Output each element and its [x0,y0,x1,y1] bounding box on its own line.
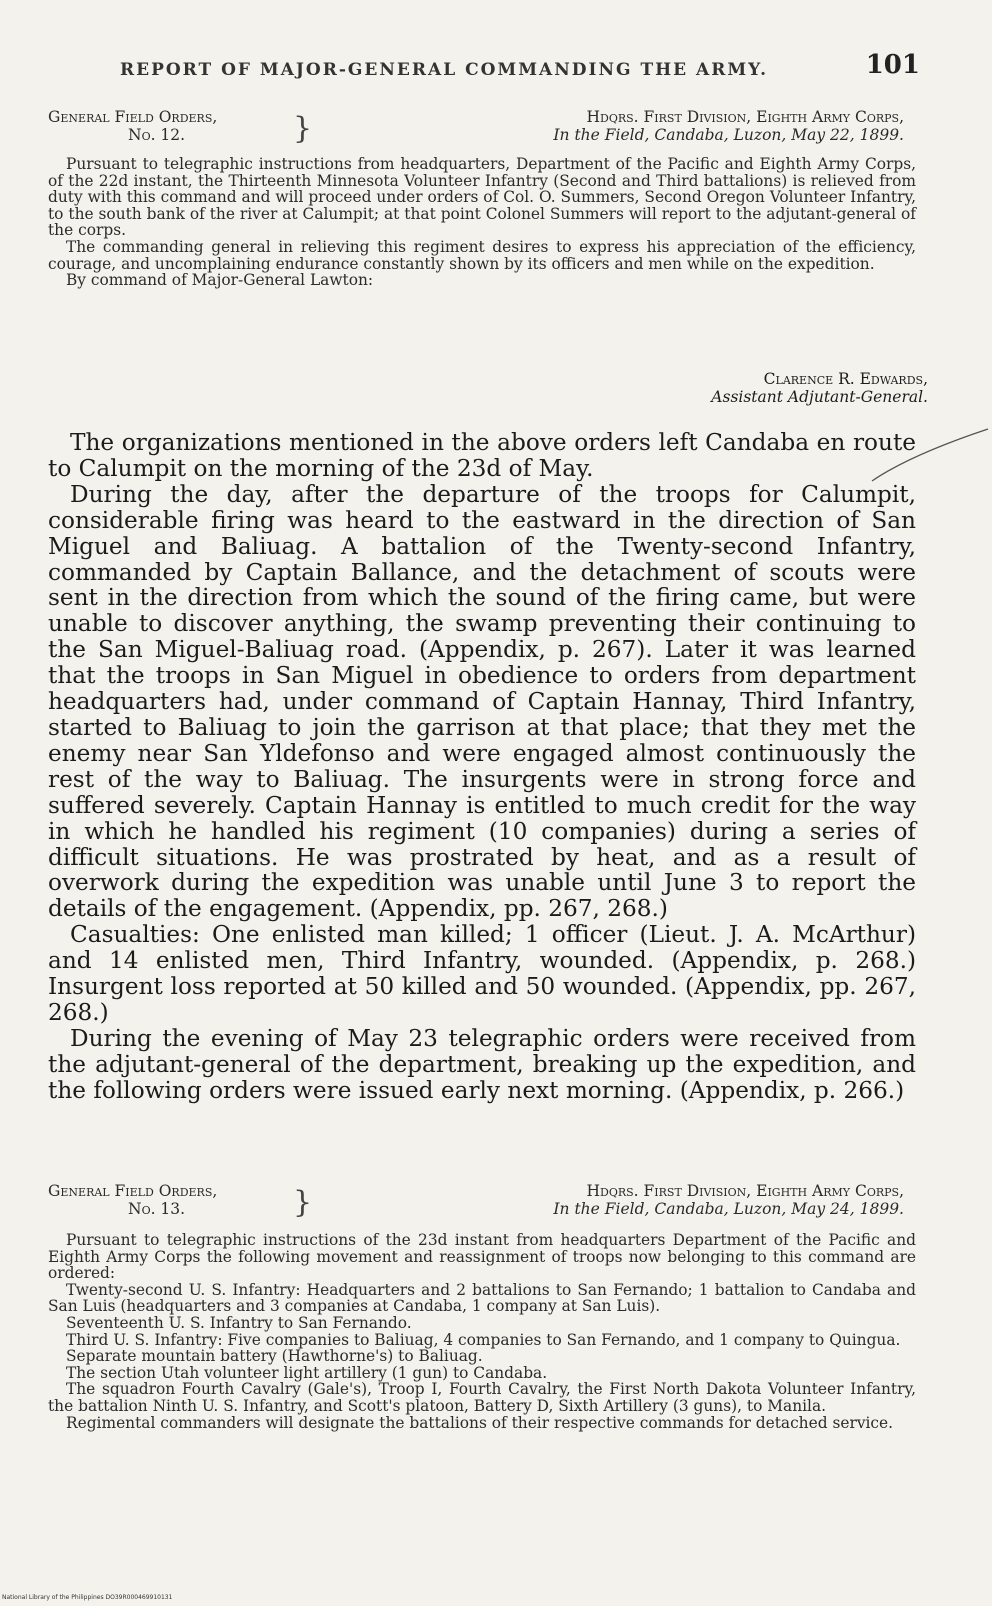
order-13-text [48,1232,916,1431]
signature-name: Clarence R. Edwards, [763,370,928,388]
order-13-paragraph: The section Utah volunteer light artillery (1 gun) to Candaba. [66,1363,548,1382]
order-12-title: General Field Orders, [48,108,218,126]
order-13-paragraph: Pursuant to telegraphic instructions of the 23d instant from headquarters Department of the Pacific and Eighth Army Corps the following movement and reassignment of troops now belonging to this command are ordered: [48,1231,916,1283]
running-head: REPORT OF MAJOR-GENERAL COMMANDING THE ARMY. [120,60,769,80]
signature-title: Assistant Adjutant-General. [711,388,928,406]
narrative-paragraph: Casualties: One enlisted man killed; 1 officer (Lieut. J. A. McArthur) and 14 enlisted men, Third Infantry, wounded. (Appendix, p. 268.) Insurgent loss reported at 50 killed and 50 wounded. (Appendix, pp. 267, 268.) [48,921,916,1026]
order-12-title-block [48,108,217,144]
order-12-hq-block [553,108,904,144]
order-13-paragraph: Separate mountain battery (Hawthorne's) to Baliuag. [66,1347,483,1366]
narrative-paragraph: During the evening of May 23 telegraphic orders were received from the adjutant-general of the department, breaking up the expedition, and the following orders were issued early next morning. (Appendix, p. 266.) [48,1024,916,1104]
order-13-title-block [48,1182,217,1218]
brace-mark: } [293,111,313,146]
order-13-place: In the Field, Candaba, Luzon, May 24, 1899. [553,1200,904,1218]
order-13-hq: Hdqrs. First Division, Eighth Army Corps, [586,1182,904,1200]
narrative-paragraph: During the day, after the departure of the troops for Calumpit, considerable firing was heard to the eastward in the direction of San Miguel and Baliuag. A battalion of the Twenty-second Infantry, commanded by Captain Ballance, and the detachment of scouts were sent in the direction from which the sound of the firing came, but were unable to discover anything, the swamp preventing their continuing to the San Miguel-Baliuag road. (Appendix, p. 267). Later it was learned that the troops in San Miguel in obedience to orders from department headquarters had, under command of Captain Hannay, Third Infantry, started to Baliuag to join the garrison at that place; that they met the enemy near San Yldefonso and were engaged almost continuously the rest of the way to Baliuag. The insurgents were in strong force and suffered severely. Captain Hannay is entitled to much credit for the way in which he handled his regiment (10 companies) during a series of difficult situations. He was prostrated by heat, and as a result of overwork during the expedition was unable until June 3 to report the details of the engagement. (Appendix, pp. 267, 268.) [48,480,916,923]
order-12-heading [48,108,914,152]
order-13-number: No. 13. [128,1200,186,1218]
main-narrative [48,430,916,1104]
order-12-hq: Hdqrs. First Division, Eighth Army Corps, [586,108,904,126]
order-12-place: In the Field, Candaba, Luzon, May 22, 1899. [553,126,904,144]
order-12-number: No. 12. [128,126,186,144]
order-12-signature [588,370,928,406]
order-12-paragraph: The commanding general in relieving this regiment desires to express his appreciation of the efficiency, courage, and uncomplaining endurance constantly shown by its officers and men while on the expedition. [48,237,916,273]
brace-mark: } [293,1185,313,1220]
page-number: 101 [865,50,920,80]
order-13-hq-block [553,1182,904,1218]
order-13-heading [48,1182,914,1226]
page-header [100,50,920,90]
scan-credit: National Library of the Philippines DO39R000469910131 [2,1594,173,1601]
order-13-paragraph: Seventeenth U. S. Infantry to San Fernando. [66,1313,412,1332]
order-13-paragraph: Third U. S. Infantry: Five companies to Baliuag, 4 companies to San Fernando, and 1 company to Quingua. [66,1330,901,1349]
order-12-paragraph: By command of Major-General Lawton: [66,271,374,290]
order-13-paragraph: The squadron Fourth Cavalry (Gale's), Troop I, Fourth Cavalry, the First North Dakota Volunteer Infantry, the battalion Ninth U. S. Infantry, and Scott's platoon, Battery D, Sixth Artillery (3 guns), to Manila. [48,1380,916,1415]
order-13-paragraph: Twenty-second U. S. Infantry: Headquarters and 2 battalions to San Fernando; 1 battalion to Candaba and San Luis (headquarters and 3 companies at Candaba, 1 company at San Luis). [48,1280,916,1316]
order-12-paragraph: Pursuant to telegraphic instructions from headquarters, Department of the Pacific and Eighth Army Corps, of the 22d instant, the Thirteenth Minnesota Volunteer Infantry (Second and Third battalions) is relieved from duty with this command and will proceed under orders of Col. O. Summers, Second Oregon Volunteer Infantry, to the south bank of the river at Calumpit; at that point Colonel Summers will report to the adjutant-general of the corps. [48,155,916,240]
order-12-text [48,156,916,289]
order-13-paragraph: Regimental commanders will designate the battalions of their respective commands for detached service. [66,1413,894,1432]
narrative-paragraph: The organizations mentioned in the above orders left Candaba en route to Calumpit on the morning of the 23d of May. [48,429,916,482]
order-13-title: General Field Orders, [48,1182,218,1200]
